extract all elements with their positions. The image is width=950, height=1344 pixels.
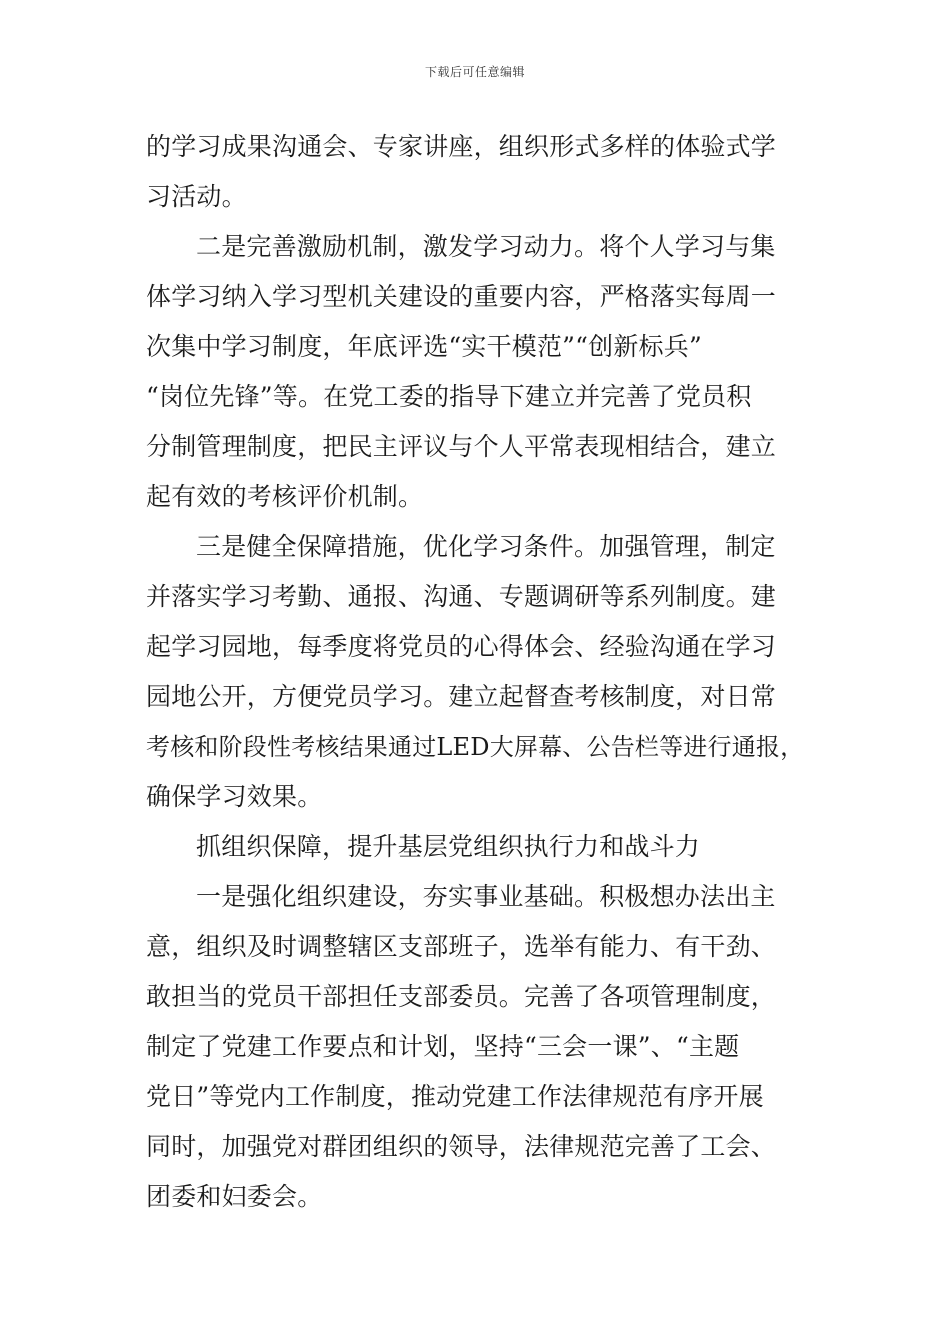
text-line: 次集中学习制度，年底评选“实干模范”“创新标兵” bbox=[146, 332, 702, 361]
text-line: 考核和阶段性考核结果通过LED大屏幕、公告栏等进行通报， bbox=[146, 733, 805, 761]
text-line: 习活动。 bbox=[146, 182, 247, 211]
page-header: 下载后可任意编辑 bbox=[424, 65, 525, 79]
text-line: 分制管理制度，把民主评议与个人平常表现相结合，建立 bbox=[146, 432, 777, 461]
text-line: 并落实学习考勤、通报、沟通、专题调研等系列制度。建 bbox=[146, 582, 777, 611]
text-line: 园地公开，方便党员学习。建立起督查考核制度，对日常 bbox=[146, 682, 777, 711]
text-line: 敢担当的党员干部担任支部委员。完善了各项管理制度， bbox=[146, 982, 777, 1011]
text-line: 团委和妇委会。 bbox=[146, 1182, 323, 1211]
text-line: 三是健全保障措施，优化学习条件。加强管理，制定 bbox=[196, 532, 776, 561]
text-line: 确保学习效果。 bbox=[146, 782, 323, 811]
text-line: 二是完善激励机制，激发学习动力。将个人学习与集 bbox=[196, 232, 776, 261]
text-line: 起有效的考核评价机制。 bbox=[146, 482, 424, 511]
text-line: 一是强化组织建设，夯实事业基础。积极想办法出主 bbox=[196, 882, 776, 911]
text-line: 意，组织及时调整辖区支部班子，选举有能力、有干劲、 bbox=[146, 932, 777, 961]
document-body bbox=[146, 122, 810, 1222]
text-line: “岗位先锋”等。在党工委的指导下建立并完善了党员积 bbox=[146, 382, 752, 411]
text-line: 同时，加强党对群团组织的领导，法律规范完善了工会、 bbox=[146, 1132, 777, 1161]
text-line: 党日”等党内工作制度，推动党建工作法律规范有序开展 bbox=[146, 1082, 764, 1111]
text-line: 体学习纳入学习型机关建设的重要内容，严格落实每周一 bbox=[146, 282, 777, 311]
text-line: 制定了党建工作要点和计划，坚持“三会一课”、“主题 bbox=[146, 1032, 740, 1061]
text-line: 抓组织保障，提升基层党组织执行力和战斗力 bbox=[196, 832, 701, 861]
text-line: 的学习成果沟通会、专家讲座，组织形式多样的体验式学 bbox=[146, 132, 777, 161]
text-line: 起学习园地，每季度将党员的心得体会、经验沟通在学习 bbox=[146, 632, 777, 661]
